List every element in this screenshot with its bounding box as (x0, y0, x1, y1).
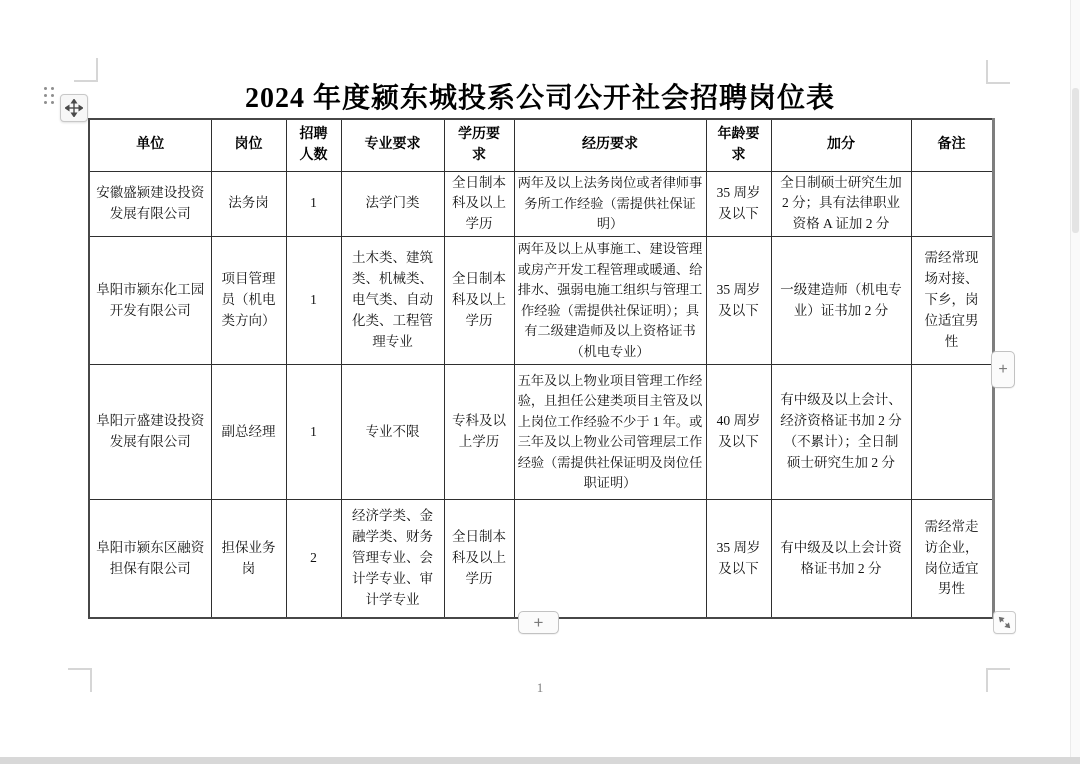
add-row-button[interactable] (518, 611, 559, 634)
cell-experience[interactable] (514, 500, 706, 618)
cell-unit[interactable]: 阜阳市颍东化工园开发有限公司 (89, 237, 211, 365)
page-title: 2024 年度颍东城投系公司公开社会招聘岗位表 (244, 83, 835, 114)
cell-major[interactable]: 法学门类 (341, 171, 444, 237)
header-cell-8[interactable]: 备注 (911, 119, 993, 171)
crop-mark-top-left-icon (74, 58, 98, 82)
crop-mark-bottom-left-icon (68, 668, 92, 692)
header-cell-5[interactable]: 经历要求 (514, 119, 706, 171)
header-cell-2[interactable]: 招聘人数 (286, 119, 341, 171)
recruitment-table (88, 118, 995, 619)
cell-education[interactable]: 全日制本科及以上学历 (444, 171, 514, 237)
cell-position[interactable]: 项目管理员（机电类方向） (211, 237, 286, 365)
plus-icon: + (998, 360, 1008, 378)
cell-education[interactable]: 专科及以上学历 (444, 365, 514, 500)
page-number: 1 (536, 680, 544, 695)
cell-education[interactable]: 全日制本科及以上学历 (444, 237, 514, 365)
cell-bonus[interactable]: 有中级及以上会计资格证书加 2 分 (771, 500, 911, 618)
cell-age[interactable]: 40 周岁及以下 (706, 365, 771, 500)
cell-headcount[interactable]: 2 (286, 500, 341, 618)
cell-age[interactable]: 35 周岁及以下 (706, 171, 771, 237)
scrollbar-thumb[interactable] (1072, 88, 1079, 233)
vertical-scrollbar[interactable] (1070, 0, 1080, 757)
drag-dots-icon[interactable] (44, 87, 58, 105)
move-arrows-icon (65, 99, 83, 117)
table-header-row (89, 119, 993, 171)
cell-major[interactable]: 专业不限 (341, 365, 444, 500)
cell-age[interactable]: 35 周岁及以下 (706, 237, 771, 365)
cell-position[interactable]: 担保业务岗 (211, 500, 286, 618)
header-cell-6[interactable]: 年龄要求 (706, 119, 771, 171)
table-move-handle[interactable] (60, 94, 88, 122)
header-cell-4[interactable]: 学历要求 (444, 119, 514, 171)
cell-age[interactable]: 35 周岁及以下 (706, 500, 771, 618)
add-column-button[interactable] (991, 351, 1015, 388)
cell-bonus[interactable]: 全日制硕士研究生加 2 分；具有法律职业资格 A 证加 2 分 (771, 171, 911, 237)
cell-major[interactable]: 经济学类、金融学类、财务管理专业、会计学专业、审计学专业 (341, 500, 444, 618)
cell-experience[interactable]: 两年及以上法务岗位或者律师事务所工作经验（需提供社保证明） (514, 171, 706, 237)
cell-headcount[interactable]: 1 (286, 171, 341, 237)
table-row (89, 365, 993, 500)
cell-notes[interactable]: 需经常现场对接、下乡，岗位适宜男性 (911, 237, 993, 365)
cell-unit[interactable]: 阜阳市颍东区融资担保有限公司 (89, 500, 211, 618)
header-cell-1[interactable]: 岗位 (211, 119, 286, 171)
header-cell-3[interactable]: 专业要求 (341, 119, 444, 171)
cell-education[interactable]: 全日制本科及以上学历 (444, 500, 514, 618)
crop-mark-bottom-right-icon (986, 668, 1010, 692)
cell-notes[interactable] (911, 365, 993, 500)
header-cell-0[interactable]: 单位 (89, 119, 211, 171)
table-resize-handle[interactable] (993, 611, 1016, 634)
header-cell-7[interactable]: 加分 (771, 119, 911, 171)
cell-notes[interactable]: 需经常走访企业，岗位适宜男性 (911, 500, 993, 618)
cell-position[interactable]: 法务岗 (211, 171, 286, 237)
diagonal-resize-icon (998, 616, 1011, 629)
table-row (89, 500, 993, 618)
crop-mark-top-right-icon (986, 60, 1010, 84)
cell-bonus[interactable]: 一级建造师（机电专业）证书加 2 分 (771, 237, 911, 365)
cell-unit[interactable]: 安徽盛颍建设投资发展有限公司 (89, 171, 211, 237)
cell-experience[interactable]: 五年及以上物业项目管理工作经验，且担任公建类项目主管及以上岗位工作经验不少于 1 年。或三年及以上物业公司管理层工作经验（需提供社保证明及岗位任职证明） (514, 365, 706, 500)
table-row (89, 171, 993, 237)
bottom-bar (0, 757, 1080, 764)
cell-unit[interactable]: 阜阳亓盛建设投资发展有限公司 (89, 365, 211, 500)
table-row (89, 237, 993, 365)
cell-major[interactable]: 土木类、建筑类、机械类、电气类、自动化类、工程管理专业 (341, 237, 444, 365)
cell-position[interactable]: 副总经理 (211, 365, 286, 500)
cell-headcount[interactable]: 1 (286, 237, 341, 365)
cell-experience[interactable]: 两年及以上从事施工、建设管理或房产开发工程管理或暖通、给排水、强弱电施工组织与管理工作经验（需提供社保证明）；具有二级建造师及以上资格证书（机电专业） (514, 237, 706, 365)
plus-icon: + (533, 612, 544, 632)
cell-bonus[interactable]: 有中级及以上会计、经济资格证书加 2 分（不累计）；全日制硕士研究生加 2 分 (771, 365, 911, 500)
cell-headcount[interactable]: 1 (286, 365, 341, 500)
cell-notes[interactable] (911, 171, 993, 237)
